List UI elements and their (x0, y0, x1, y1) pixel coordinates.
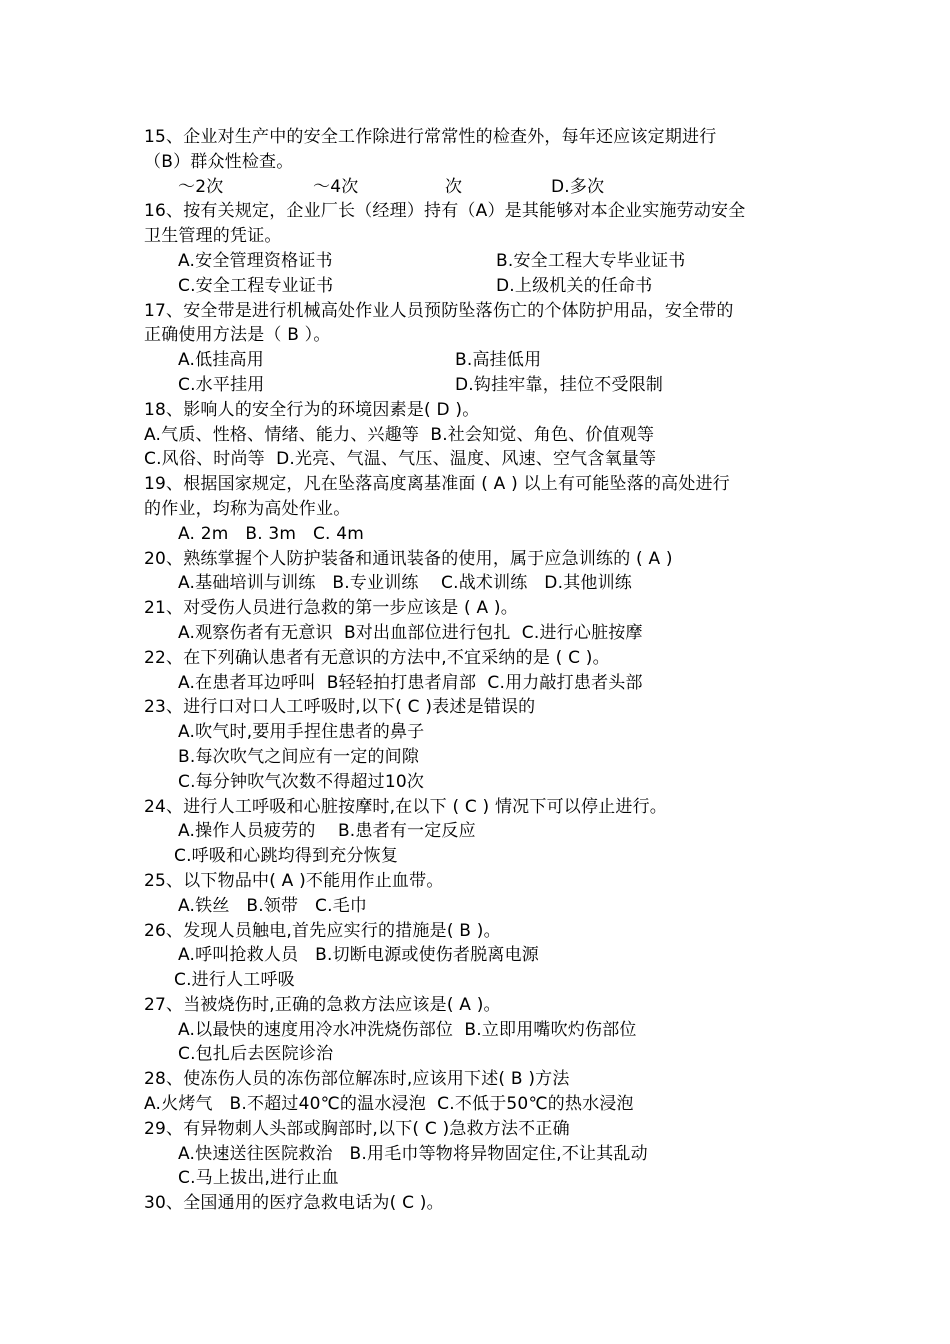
question-18-options-line-1: A.气质、性格、情绪、能力、兴趣等 B.社会知觉、角色、价值观等 (144, 424, 655, 445)
question-18-options-line-2: C.风俗、时尚等 D.光亮、气温、气压、温度、风速、空气含氧量等 (144, 449, 657, 470)
question-26-line-1: 26、发现人员触电,首先应实行的措施是( B )。 (144, 920, 501, 941)
question-29-line-1: 29、有异物刺人头部或胸部时,以下( C )急救方法不正确 (144, 1118, 570, 1139)
question-22-options: A.在患者耳边呼叫 B轻轻拍打患者肩部 C.用力敲打患者头部 (178, 672, 643, 693)
question-24-option-c: C.呼吸和心跳均得到充分恢复 (174, 846, 399, 867)
question-27-options-ab: A.以最快的速度用冷水冲洗烧伤部位 B.立即用嘴吹灼伤部位 (178, 1019, 637, 1040)
option-c: 次 (445, 176, 463, 197)
question-15-line-2: （B）群众性检查。 (144, 151, 294, 172)
question-21-options: A.观察伤者有无意识 B对出血部位进行包扎 C.进行心脏按摩 (178, 622, 643, 643)
question-24-options-ab: A.操作人员疲劳的 B.患者有一定反应 (178, 821, 476, 842)
question-26-options-ab: A.呼叫抢救人员 B.切断电源或使伤者脱离电源 (178, 945, 540, 966)
question-30-line-1: 30、全国通用的医疗急救电话为( C )。 (144, 1193, 444, 1214)
question-17-line-1: 17、安全带是进行机械高处作业人员预防坠落伤亡的个体防护用品，安全带的 (144, 300, 734, 321)
question-18-line-1: 18、影响人的安全行为的环境因素是( D )。 (144, 399, 480, 420)
question-24-line-1: 24、进行人工呼吸和心脏按摩时,在以下 ( C ) 情况下可以停止进行。 (144, 796, 667, 817)
question-26-option-c: C.进行人工呼吸 (174, 970, 295, 991)
option-c: C.水平挂用 (178, 374, 265, 395)
option-a: A.低挂高用 (178, 350, 264, 371)
question-25-options: A.铁丝 B.领带 C.毛巾 (178, 895, 368, 916)
question-15-options (144, 175, 814, 200)
question-27-option-c: C.包扎后去医院诊治 (178, 1044, 334, 1065)
question-17-options-row-1 (144, 348, 814, 373)
question-25-line-1: 25、以下物品中( A )不能用作止血带。 (144, 870, 444, 891)
question-16-line-1: 16、按有关规定，企业厂长（经理）持有（A）是其能够对本企业实施劳动安全 (144, 201, 746, 222)
option-a: ～2次 (178, 176, 224, 197)
question-20-options: A.基础培训与训练 B.专业训练 C.战术训练 D.其他训练 (178, 573, 633, 594)
question-16-line-2: 卫生管理的凭证。 (144, 226, 282, 247)
question-20-line-1: 20、熟练掌握个人防护装备和通讯装备的使用，属于应急训练的 ( A ) (144, 548, 673, 569)
option-c: C.安全工程专业证书 (178, 275, 334, 296)
question-19-line-1: 19、根据国家规定，凡在坠落高度离基准面 ( A ) 以上有可能坠落的高处进行 (144, 474, 730, 495)
question-23-option-b: B.每次吹气之间应有一定的间隙 (178, 746, 420, 767)
option-d: D.钩挂牢靠，挂位不受限制 (455, 374, 664, 395)
question-28-line-1: 28、使冻伤人员的冻伤部位解冻时,应该用下述( B )方法 (144, 1069, 570, 1090)
question-23-option-a: A.吹气时,要用手捏住患者的鼻子 (178, 722, 425, 743)
question-22-line-1: 22、在下列确认患者有无意识的方法中,不宜采纳的是 ( C )。 (144, 647, 610, 668)
option-b: B.高挂低用 (455, 350, 542, 371)
option-b: ～4次 (313, 176, 359, 197)
question-29-option-c: C.马上拔出,进行止血 (178, 1168, 339, 1189)
question-16-options-row-2 (144, 274, 814, 299)
question-21-line-1: 21、对受伤人员进行急救的第一步应该是 ( A )。 (144, 598, 518, 619)
question-19-line-2: 的作业，均称为高处作业。 (144, 498, 351, 519)
question-23-line-1: 23、进行口对口人工呼吸时,以下( C )表述是错误的 (144, 697, 536, 718)
option-d: D.上级机关的任命书 (496, 275, 653, 296)
question-16-options-row-1 (144, 249, 814, 274)
option-a: A.安全管理资格证书 (178, 250, 333, 271)
question-27-line-1: 27、当被烧伤时,正确的急救方法应该是( A )。 (144, 994, 501, 1015)
question-28-options: A.火烤气 B.不超过40℃的温水浸泡 C.不低于50℃的热水浸泡 (144, 1094, 634, 1115)
question-15-line-1: 15、企业对生产中的安全工作除进行常常性的检查外，每年还应该定期进行 (144, 127, 717, 147)
option-d: D.多次 (551, 176, 605, 197)
question-29-options-ab: A.快速送往医院救治 B.用毛巾等物将异物固定住,不让其乱动 (178, 1143, 648, 1164)
question-23-option-c: C.每分钟吹气次数不得超过10次 (178, 771, 425, 792)
question-19-options: A. 2m B. 3m C. 4m (178, 523, 365, 544)
question-17-line-2: 正确使用方法是（ B ）。 (144, 325, 331, 346)
question-17-options-row-2 (144, 373, 814, 398)
option-b: B.安全工程大专毕业证书 (496, 250, 686, 271)
question-list (144, 125, 814, 1216)
